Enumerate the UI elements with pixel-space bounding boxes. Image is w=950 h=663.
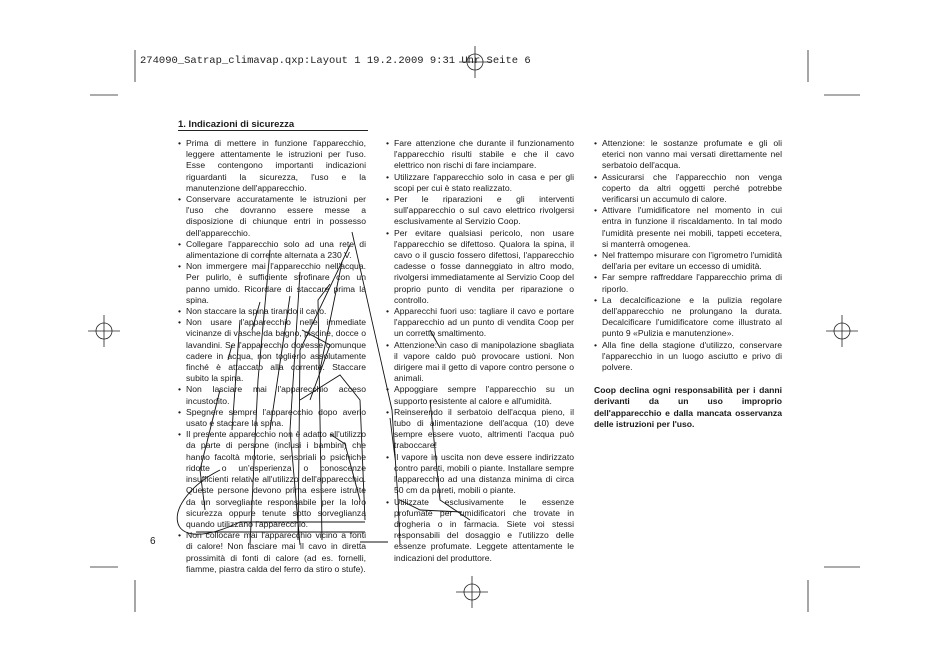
list-item: • Utilizzate esclusivamente le essenze profumate per umidificatori che trovate in drogheria o in farmacia. Siete voi stessi responsabili del dosaggio e l'utilizzo delle essenze profumate. Leggete attentamente le indicazioni del produttore.	[386, 497, 574, 564]
liability-disclaimer: Coop declina ogni responsabilità per i danni derivanti da un uso improprio dell'apparecchio e dalla mancata osservanza delle istruzioni per l'uso.	[594, 385, 782, 429]
column-2	[386, 138, 574, 564]
list-item: • Il vapore in uscita non deve essere indirizzato contro pareti, mobili o piante. Installare sempre l'apparecchio ad una distanza minima di circa 50 cm da pareti, mobili o piante.	[386, 452, 574, 497]
page-number: 6	[150, 536, 156, 547]
registration-mark-right	[826, 315, 858, 347]
list-item: • Per le riparazioni e gli interventi sull'apparecchio o sul cavo elettrico rivolgersi esclusivamente al Servizio Coop.	[386, 194, 574, 228]
list-item: • Per evitare qualsiasi pericolo, non usare l'apparecchio se difettoso. Qualora la spina, il cavo o il guscio fossero difettosi, l'apparecchio cadesse o fosse danneggiato in altro modo, rivolgersi immediatamente al Servizio Coop del proprio punto di vendita per riparazione o controllo.	[386, 228, 574, 306]
list-item: • Non staccare la spina tirando il cavo.	[178, 306, 366, 317]
list-item: • Far sempre raffreddare l'apparecchio prima di riporlo.	[594, 272, 782, 294]
list-item: • Collegare l'apparecchio solo ad una rete di alimentazione di corrente alternata a 230 V.	[178, 239, 366, 261]
safety-list-3	[594, 138, 782, 373]
list-item: • Attenzione: le sostanze profumate e gli oli eterici non vanno mai versati direttamente nel serbatoio dell'acqua.	[594, 138, 782, 172]
safety-list-2	[386, 138, 574, 564]
list-item: • La decalcificazione e la pulizia regolare dell'apparecchio ne prolungano la durata. Decalcificare l'umidificatore come illustrato al punto 9 «Pulizia e manutenzione».	[594, 295, 782, 340]
list-item: • Fare attenzione che durante il funzionamento l'apparecchio risulti stabile e che il cavo elettrico non rischi di fare inciampare.	[386, 138, 574, 172]
list-item: • Reinserendo il serbatoio dell'acqua pieno, il tubo di alimentazione dell'acqua (10) deve sempre essere vuoto, altrimenti l'acqua può traboccare!	[386, 407, 574, 452]
registration-mark-left	[88, 315, 120, 347]
list-item: • Alla fine della stagione d'utilizzo, conservare l'apparecchio in un luogo asciutto e privo di polvere.	[594, 340, 782, 374]
column-1	[178, 138, 366, 575]
list-item: • Appoggiare sempre l'apparecchio su un supporto resistente al calore e all'umidità.	[386, 384, 574, 406]
column-3	[594, 138, 782, 430]
list-item: • Assicurarsi che l'apparecchio non venga coperto da altri oggetti perché potrebbe verificarsi un accumulo di calore.	[594, 172, 782, 206]
list-item: • Utilizzare l'apparecchio solo in casa e per gli scopi per cui è stato realizzato.	[386, 172, 574, 194]
section-title: 1. Indicazioni di sicurezza	[178, 119, 295, 130]
list-item: • Spegnere sempre l'apparecchio dopo averlo usato e staccare la spina.	[178, 407, 366, 429]
list-item: • Apparecchi fuori uso: tagliare il cavo e portare l'apparecchio ad un punto di vendita Coop per un corretto smaltimento.	[386, 306, 574, 340]
list-item: • Attenzione: in caso di manipolazione sbagliata il vapore caldo può provocare ustioni. Non dirigere mai il getto di vapore contro persone o animali.	[386, 340, 574, 385]
list-item: • Non immergere mai l'apparecchio nell'acqua. Per pulirlo, è sufficiente strofinare con un panno umido. Ricordare di staccare prima la spina.	[178, 261, 366, 306]
registration-mark-bottom	[456, 576, 488, 608]
list-item: • Non lasciare mai l'apparecchio acceso incustodito.	[178, 384, 366, 406]
list-item: • Prima di mettere in funzione l'apparecchio, leggere attentamente le istruzioni per l'uso. Esse contengono importanti indicazioni riguardanti la sicurezza, l'uso e la manutenzione dell'apparecchio.	[178, 138, 366, 194]
list-item: • Conservare accuratamente le istruzioni per l'uso che dovranno essere messe a disposizione di chiunque entri in possesso dell'apparecchio.	[178, 194, 366, 239]
list-item: • Il presente apparecchio non è adatto all'utilizzo da parte di persone (inclusi i bambini) che hanno facoltà motorie, sensoriali o psichiche ridotte o un'esperienza o conoscenze insufficienti relative all'utilizzo dell'apparecchio. Queste persone devono prima essere istruite da un sorvegliante responsabile per la loro sicurezza oppure tenute sotto sorveglianza quando utilizzano l'apparecchio.	[178, 429, 366, 530]
safety-list-1	[178, 138, 366, 575]
list-item: • Non collocare mai l'apparecchio vicino a fonti di calore! Non lasciare mai il cavo in diretta prossimità di fonti di calore (ad es. fornelli, fiamme, piastra calda del ferro da stiro o stufe).	[178, 530, 366, 575]
list-item: • Attivare l'umidificatore nel momento in cui entra in funzione il riscaldamento. In tal modo l'umidità presente nei mobili, tappeti eccetera, si manterrà omogenea.	[594, 205, 782, 250]
list-item: • Nel frattempo misurare con l'igrometro l'umidità dell'aria per evitare un eccesso di umidità.	[594, 250, 782, 272]
list-item: • Non usare l'apparecchio nelle immediate vicinanze di vasche da bagno, piscine, docce o lavandini. Se l'apparecchio dovesse comunque cadere in acqua, non toglierlo assolutamente finché è attaccato alla corrente. Staccare subito la spina.	[178, 317, 366, 384]
slug-line: 274090_Satrap_climavap.qxp:Layout 1 19.2.2009 9:31 Uhr Seite 6	[140, 55, 531, 67]
title-rule	[178, 130, 368, 131]
